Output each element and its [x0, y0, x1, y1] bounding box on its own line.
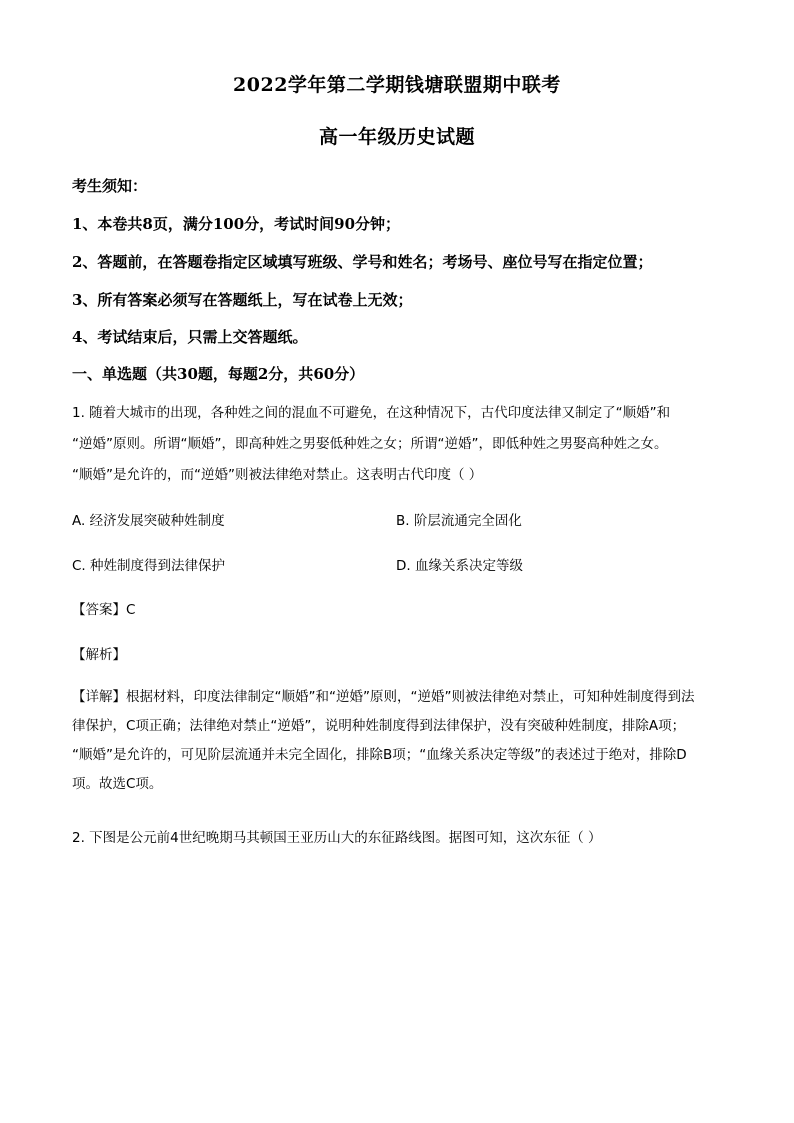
question-2-stem: 2. 下图是公元前4世纪晚期马其顿国王亚历山大的东征路线图。据图可知，这次东征（ ）	[72, 830, 602, 846]
notice-item-3: 3、所有答案必须写在答题纸上，写在试卷上无效；	[72, 291, 413, 309]
notice-item-4: 4、考试结束后，只需上交答题纸。	[72, 328, 308, 346]
analysis-detail	[72, 683, 724, 799]
question-1-stem	[72, 398, 724, 491]
option-c: C. 种姓制度得到法律保护	[72, 558, 226, 574]
analysis-line-4: 项。故选C项。	[72, 776, 163, 792]
question-1-line-1: 1. 随着大城市的出现，各种姓之间的混血不可避免，在这种情况下，古代印度法律又制定了“顺婚”和	[72, 405, 671, 421]
exam-subtitle: 高一年级历史试题	[318, 126, 475, 148]
analysis-line-2: 律保护，C项正确；法律绝对禁止“逆婚”，说明种姓制度得到法律保护，没有突破种姓制度，排除A项；	[72, 718, 686, 734]
question-1-line-2: “逆婚”原则。所谓“顺婚”，即高种姓之男娶低种姓之女；所谓“逆婚”，即低种姓之男娶高种姓之女。	[72, 436, 668, 452]
notice-item-1: 1、本卷共8页，满分100分，考试时间90分钟；	[72, 215, 401, 233]
option-b: B. 阶层流通完全固化	[396, 513, 522, 529]
option-a: A. 经济发展突破种姓制度	[72, 513, 225, 529]
exam-title: 2022学年第二学期钱塘联盟期中联考	[233, 74, 561, 96]
notice-item-2: 2、答题前，在答题卷指定区域填写班级、学号和姓名；考场号、座位号写在指定位置；	[72, 253, 653, 271]
analysis-label: 【解析】	[72, 647, 126, 663]
question-1-line-3: “顺婚”是允许的，而“逆婚”则被法律绝对禁止。这表明古代印度（ ）	[72, 467, 483, 483]
answer-label: 【答案】C	[72, 602, 136, 618]
option-d: D. 血缘关系决定等级	[396, 558, 523, 574]
analysis-line-1: 【详解】根据材料，印度法律制定“顺婚”和“逆婚”原则，“逆婚”则被法律绝对禁止，可知种姓制度得到法	[72, 689, 695, 705]
section-heading: 一、单选题（共30题，每题2分，共60分）	[72, 365, 365, 383]
notice-heading: 考生须知：	[72, 177, 148, 195]
analysis-line-3: “顺婚”是允许的，可见阶层流通并未完全固化，排除B项；“血缘关系决定等级”的表述过于绝对，排除D	[72, 747, 687, 763]
